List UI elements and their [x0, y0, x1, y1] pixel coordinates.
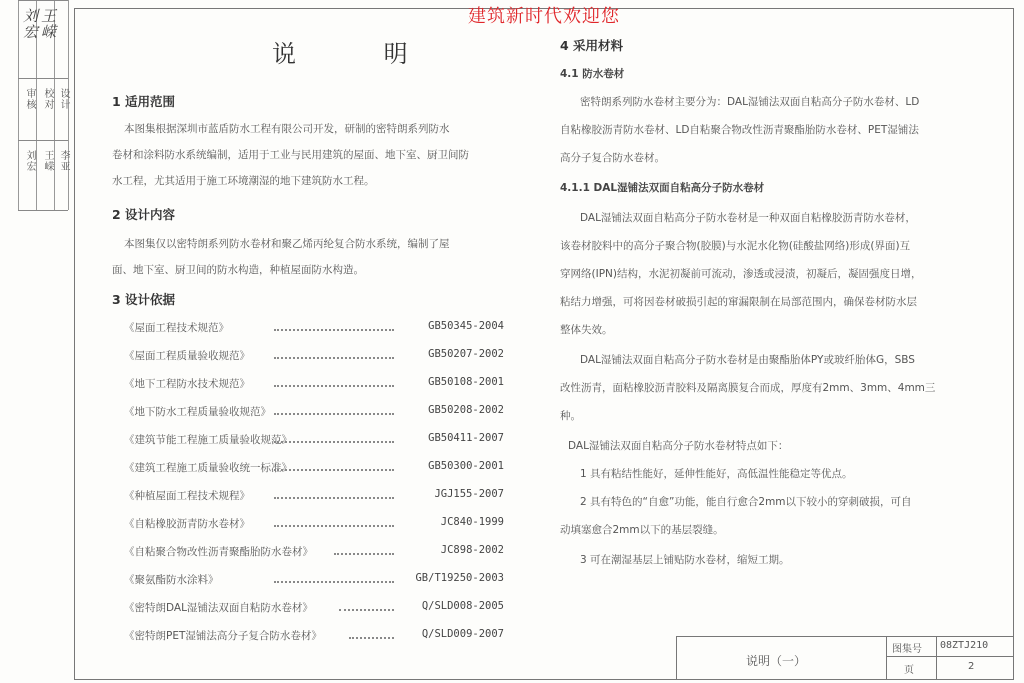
reference-row — [124, 572, 504, 588]
reference-name: 《自粘聚合物改性沥青聚酯胎防水卷材》 — [124, 546, 313, 558]
watermark-text: 建筑新时代欢迎您 — [468, 6, 620, 27]
paragraph-line: 动填塞愈合2mm以下的基层裂缝。 — [560, 524, 724, 536]
reference-name: 《密特朗DAL湿铺法双面自粘防水卷材》 — [124, 602, 313, 614]
reference-row — [124, 460, 504, 476]
paragraph-line: 水工程，尤其适用于施工环境潮湿的地下建筑防水工程。 — [112, 175, 375, 187]
subsection-heading: 4.1 防水卷材 — [560, 68, 625, 80]
sheet-title: 说明（一） — [746, 654, 807, 668]
section-heading: 3 设计依据 — [112, 292, 176, 307]
reference-name: 《建筑工程施工质量验收统一标准》 — [124, 462, 292, 474]
page-number: 2 — [968, 661, 975, 672]
reference-code: GB/T19250-2003 — [415, 572, 504, 584]
signature-strip — [6, 0, 74, 220]
reference-code: GB50411-2007 — [428, 432, 504, 444]
paragraph-line: 高分子复合防水卷材。 — [560, 152, 665, 164]
reference-name: 《地下防水工程质量验收规范》 — [124, 406, 271, 418]
reference-row — [124, 544, 504, 560]
reference-code: Q/SLD009-2007 — [421, 628, 504, 640]
atlas-label: 图集号 — [892, 644, 922, 655]
paragraph-line: 本图集根据深圳市蓝盾防水工程有限公司开发，研制的密特朗系列防水 — [124, 123, 450, 135]
paragraph-line: 自粘橡胶沥青防水卷材、LD自粘聚合物改性沥青聚酯胎防水卷材、PET湿铺法 — [560, 124, 919, 136]
strip-label: 刘宏 — [24, 150, 35, 172]
reference-name: 《屋面工程质量验收规范》 — [124, 350, 250, 362]
reference-row — [124, 320, 504, 336]
page-title: 说 明 — [272, 40, 448, 68]
reference-name: 《密特朗PET湿铺法高分子复合防水卷材》 — [124, 630, 322, 642]
reference-row — [124, 488, 504, 504]
reference-code: GB50300-2001 — [428, 460, 504, 472]
paragraph-line: 该卷材胶料中的高分子聚合物(胶膜)与水泥水化物(硅酸盐网络)形成(界面)互 — [560, 240, 911, 252]
strip-label: 校对 — [42, 88, 53, 110]
paragraph-line: DAL湿铺法双面自粘高分子防水卷材是由聚酯胎体PY或玻纤胎体G，SBS — [580, 354, 915, 366]
reference-code: GB50108-2001 — [428, 376, 504, 388]
reference-row — [124, 516, 504, 532]
paragraph-line: 面、地下室、厨卫间的防水构造，种植屋面防水构造。 — [112, 264, 364, 276]
title-block — [676, 636, 1014, 680]
reference-name: 《聚氨酯防水涂料》 — [124, 574, 219, 586]
subsection-heading: 4.1.1 DAL湿铺法双面自粘高分子防水卷材 — [560, 182, 765, 194]
signature-2: 王嵘 — [39, 8, 57, 40]
paragraph-line: 整体失效。 — [560, 324, 613, 336]
paragraph-line: 粘结力增强，可将因卷材破损引起的窜漏限制在局部范围内，确保卷材防水层 — [560, 296, 917, 308]
reference-code: JC898-2002 — [440, 544, 504, 556]
reference-row — [124, 348, 504, 364]
paragraph-line: DAL湿铺法双面自粘高分子防水卷材是一种双面自粘橡胶沥青防水卷材， — [580, 212, 916, 224]
section-heading: 1 适用范围 — [112, 94, 176, 109]
paragraph-line: 2 具有特色的“自愈”功能，能自行愈合2mm以下较小的穿刺破损，可自 — [580, 496, 912, 508]
signature-1: 刘宏 — [21, 8, 39, 40]
strip-label: 设计 — [58, 88, 69, 110]
reference-row — [124, 376, 504, 392]
strip-label: 王嵘 — [42, 150, 53, 172]
reference-row — [124, 404, 504, 420]
reference-name: 《地下工程防水技术规范》 — [124, 378, 250, 390]
reference-name: 《建筑节能工程施工质量验收规范》 — [124, 434, 292, 446]
reference-code: Q/SLD008-2005 — [421, 600, 504, 612]
reference-row — [124, 600, 504, 616]
strip-label: 审核 — [24, 88, 35, 110]
paragraph-line: 卷材和涂料防水系统编制，适用于工业与民用建筑的屋面、地下室、厨卫间防 — [112, 149, 469, 161]
reference-code: GB50207-2002 — [428, 348, 504, 360]
paragraph-line: 密特朗系列防水卷材主要分为：DAL湿铺法双面自粘高分子防水卷材、LD — [580, 96, 920, 108]
section-heading: 4 采用材料 — [560, 38, 624, 53]
paragraph-line: 1 具有粘结性能好，延伸性能好，高低温性能稳定等优点。 — [580, 468, 853, 480]
paragraph-line: 改性沥青，面粘橡胶沥青胶料及隔离膜复合而成，厚度有2mm、3mm、4mm三 — [560, 382, 936, 394]
reference-code: JC840-1999 — [440, 516, 504, 528]
paragraph-line: 本图集仅以密特朗系列防水卷材和聚乙烯丙纶复合防水系统，编制了屋 — [124, 238, 450, 250]
paragraph-line: 穿网络(IPN)结构，水泥初凝前可流动，渗透或浸渍，初凝后，凝固强度日增， — [560, 268, 922, 280]
paragraph-line: 3 可在潮湿基层上铺贴防水卷材，缩短工期。 — [580, 554, 790, 566]
page-label: 页 — [904, 665, 914, 676]
reference-name: 《自粘橡胶沥青防水卷材》 — [124, 518, 250, 530]
reference-name: 《屋面工程技术规范》 — [124, 322, 229, 334]
atlas-number: 08ZTJ210 — [940, 640, 989, 651]
strip-label: 李亚 — [58, 150, 69, 172]
section-heading: 2 设计内容 — [112, 207, 176, 222]
reference-name: 《种植屋面工程技术规程》 — [124, 490, 250, 502]
reference-code: GB50345-2004 — [428, 320, 504, 332]
paragraph-line: DAL湿铺法双面自粘高分子防水卷材特点如下： — [568, 440, 789, 452]
reference-code: GB50208-2002 — [428, 404, 504, 416]
reference-code: JGJ155-2007 — [434, 488, 504, 500]
reference-row — [124, 628, 504, 644]
reference-row — [124, 432, 504, 448]
paragraph-line: 种。 — [560, 410, 581, 422]
